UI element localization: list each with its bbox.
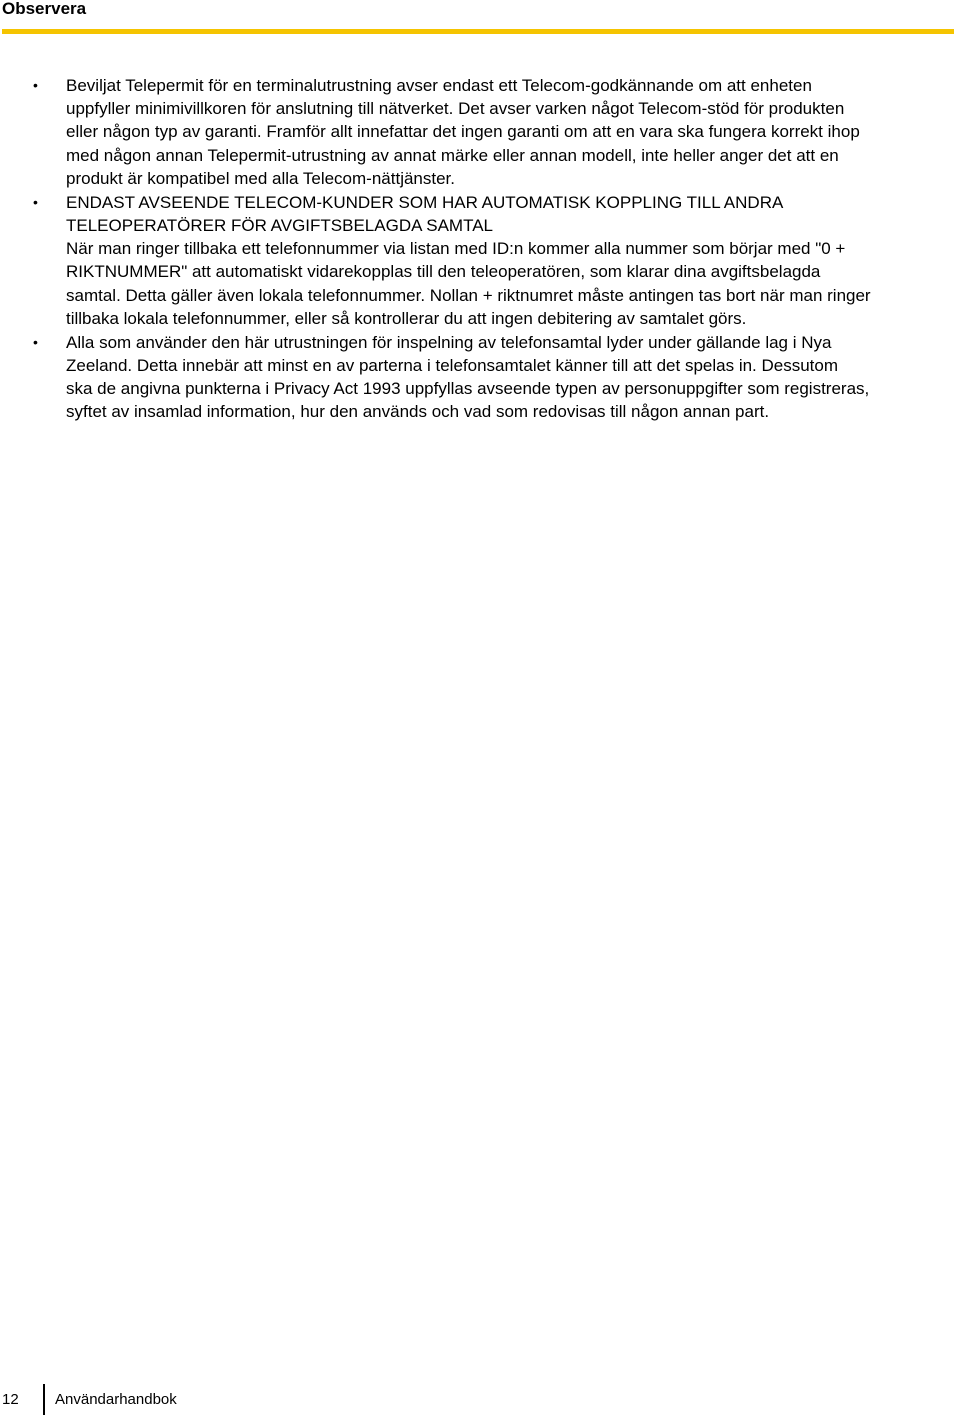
note-text: ENDAST AVSEENDE TELECOM-KUNDER SOM HAR AUTOMATISK KOPPLING TILL ANDRA TELEOPERATÖRER FÖR AVGIFTSBELAGDA SAMTAL När man ringer tillbaka ett telefonnummer via listan med ID:n kommer alla nummer som börjar med "0 + RIKTNUMMER" att automatiskt vidarekopplas till den teleoperatören, som klarar dina avgiftsbelagda samtal. Detta gäller även lokala telefonnummer. Nollan + riktnumret måste antingen tas bort när man ringer tillbaka lokala telefonnummer, eller så kontrollerar du att ingen debitering av samtalet görs.: [66, 192, 871, 328]
note-item: [0, 331, 960, 424]
note-item: [0, 74, 960, 190]
bullet-icon: •: [33, 77, 38, 93]
header-rule: [2, 29, 954, 34]
note-item: [0, 191, 960, 330]
section-title: Observera: [2, 0, 87, 18]
notes-list: [0, 74, 960, 424]
bullet-icon: •: [33, 333, 38, 350]
bullet-icon: •: [33, 193, 38, 210]
manual-name: Användarhandbok: [55, 1391, 177, 1408]
page-number: 12: [2, 1391, 19, 1408]
footer-divider: [43, 1384, 45, 1415]
note-text: Beviljat Telepermit för en terminalutrustning avser endast ett Telecom-godkännande om att enheten uppfyller minimivillkoren för anslutning till nätverket. Det avser varken något Telecom-stöd för produkten eller någon typ av garanti. Framför allt innefattar det ingen garanti om att en vara ska fungera korrekt ihop med någon annan Telepermit-utrustning av annat märke eller annan modell, inte heller anger det att en produkt är kompatibel med alla Telecom-nättjänster.: [66, 76, 860, 188]
note-text: Alla som använder den här utrustningen för inspelning av telefonsamtal lyder under gällande lag i Nya Zeeland. Detta innebär att minst en av parterna i telefonsamtalet känner till att det spelas in. Dessutom ska de angivna punkterna i Privacy Act 1993 uppfyllas avseende typen av personuppgifter som registreras, syftet av insamlad information, hur den används och vad som redovisas till någon annan part.: [66, 332, 870, 422]
